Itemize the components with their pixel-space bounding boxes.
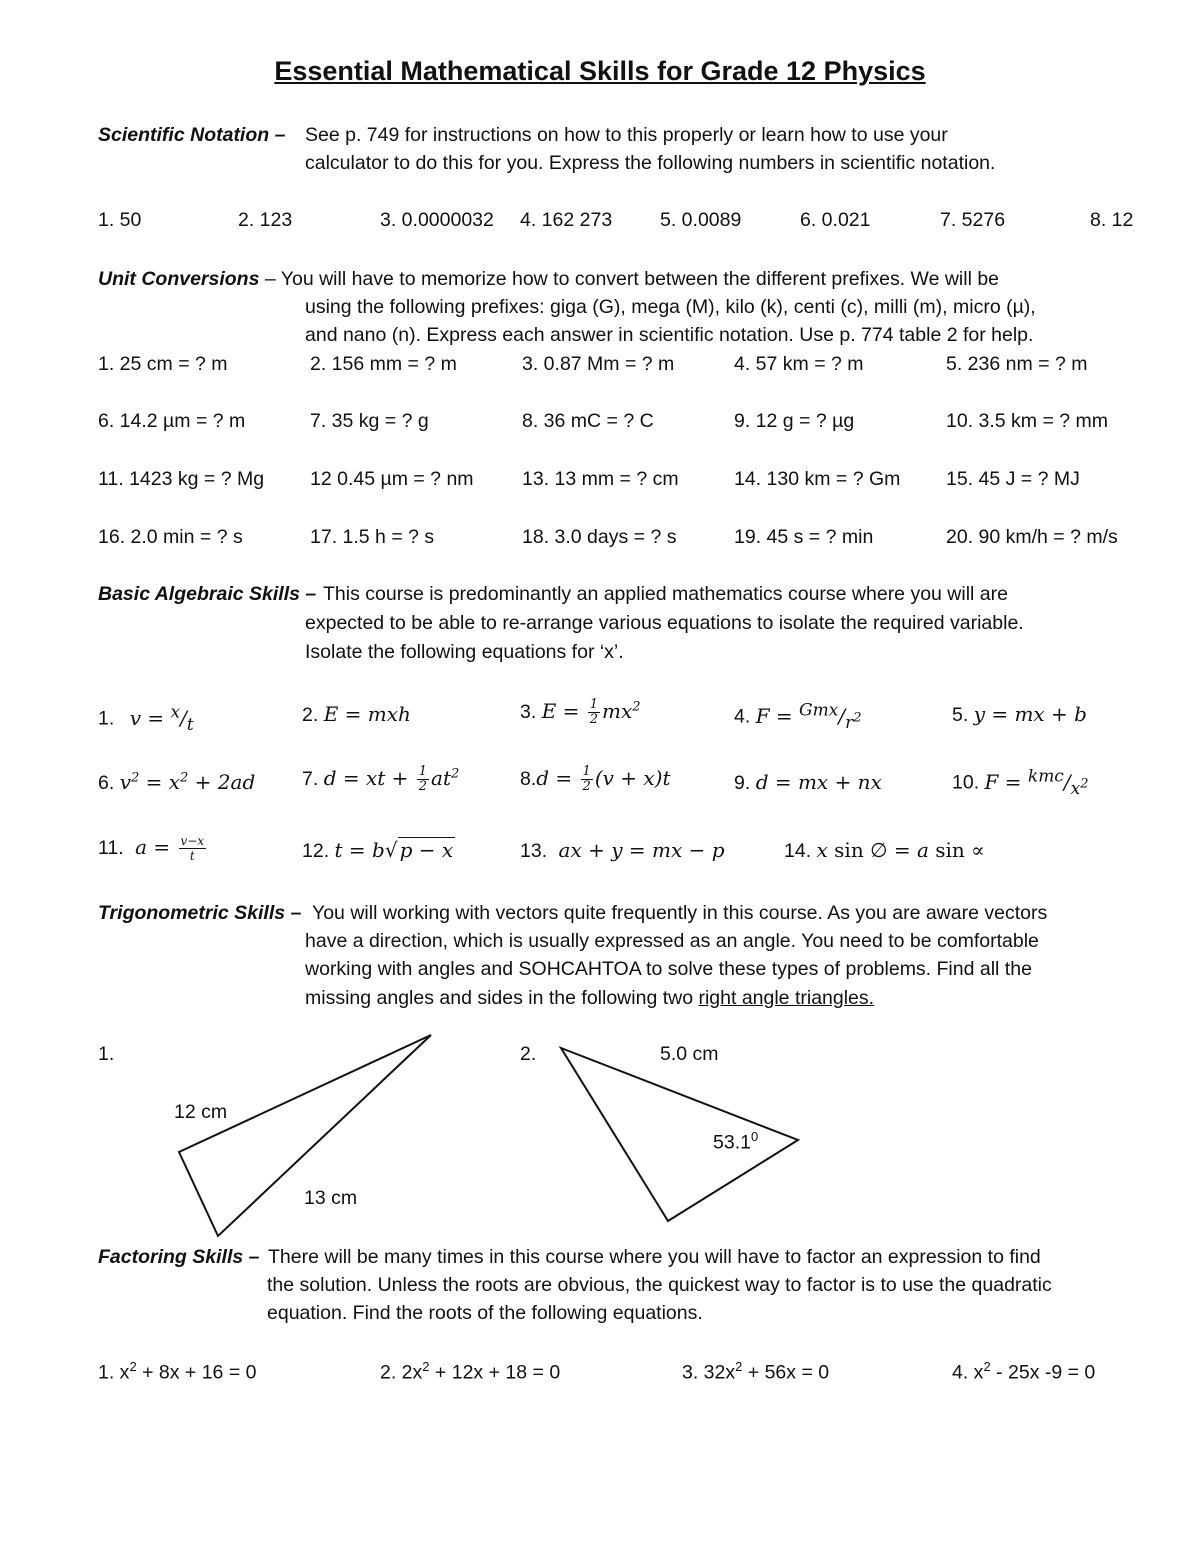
equation-13: 13. ax + y = mx − p [520, 838, 725, 862]
units-dash: – [259, 268, 281, 290]
page-title: Essential Mathematical Skills for Grade 12 Physics [274, 56, 926, 86]
trig-desc-4: missing angles and sides in the following two right angle triangles. [305, 987, 875, 1009]
unit-item: 8. 36 mC = ? C [522, 410, 654, 432]
unit-item: 10. 3.5 km = ? mm [946, 410, 1109, 432]
equation-6: 6. $v^2 = x^2 + 2ad$ [98, 770, 256, 794]
scientific-heading: Scientific Notation – [98, 124, 286, 146]
algebra-desc-1: This course is predominantly an applied mathematics course where you will are [323, 583, 1008, 605]
triangle-1-side-b: 13 cm [304, 1187, 358, 1209]
equation-5: 5. y = mx + b [952, 702, 1087, 726]
trig-desc-1: You will working with vectors quite frequently in this course. As you are aware vectors [312, 902, 1048, 924]
equation-8: 8.d = $\frac{1}{2}$ (v + x)t [520, 764, 671, 794]
equation-4: 4. $F = ^{Gmx}/_{r^2}$ [734, 700, 862, 733]
units-heading: Unit Conversions [98, 268, 260, 290]
trig-heading: Trigonometric Skills – [98, 902, 302, 924]
triangle-2-angle: 53.1$^0$ [713, 1129, 759, 1154]
unit-item: 15. 45 J = ? MJ [946, 468, 1080, 490]
unit-item: 17. 1.5 h = ? s [310, 526, 435, 548]
unit-item: 16. 2.0 min = ? s [98, 526, 243, 548]
units-desc-1: You will have to memorize how to convert between the different prefixes. We will be [280, 268, 1000, 290]
equation-1: 1. $v = ^x/_t$ [98, 702, 194, 735]
units-desc-3: and nano (n). Express each answer in scientific notation. Use p. 774 table 2 for help. [305, 324, 1034, 346]
sci-item: 6. 0.021 [800, 209, 871, 231]
sci-item: 1. 50 [98, 209, 142, 231]
equation-9: 9. d = mx + nx [734, 770, 882, 794]
equation-12: 12. t = b√ p − x [302, 838, 454, 862]
equation-10: 10. $F = ^{kmc}/_{x^2}$ [952, 766, 1089, 799]
equation-7: 7. d = xt + $\frac{1}{2}$ $at^2$ [302, 764, 460, 794]
unit-item: 6. 14.2 µm = ? m [98, 410, 246, 432]
trig-desc-3: working with angles and SOHCAHTOA to solve these types of problems. Find all the [305, 958, 1032, 980]
sci-item: 4. 162 273 [520, 209, 613, 231]
units-desc-2: using the following prefixes: giga (G), mega (M), kilo (k), centi (c), milli (m), micro (µ), [305, 296, 1036, 318]
right-angle-triangles-underlined: right angle triangles. [698, 987, 875, 1009]
unit-item: 4. 57 km = ? m [734, 353, 864, 375]
unit-item: 14. 130 km = ? Gm [734, 468, 901, 490]
unit-item: 12 0.45 µm = ? nm [310, 468, 474, 490]
triangle-2-side: 5.0 cm [660, 1043, 719, 1065]
sci-item: 5. 0.0089 [660, 209, 742, 231]
unit-item: 18. 3.0 days = ? s [522, 526, 677, 548]
unit-item: 19. 45 s = ? min [734, 526, 874, 548]
triangle-2-number: 2. [520, 1043, 537, 1065]
triangle-1-shape [179, 1035, 431, 1236]
algebra-heading: Basic Algebraic Skills – [98, 583, 317, 605]
equation-3: 3. E = $\frac{1}{2}$ $mx^2$ [520, 697, 641, 727]
sci-item: 2. 123 [238, 209, 293, 231]
triangle-1-side-a: 12 cm [174, 1101, 228, 1123]
factoring-heading: Factoring Skills – [98, 1246, 260, 1268]
factoring-item: 3. $32x^2 + 56x = 0$ [682, 1359, 830, 1384]
unit-item: 5. 236 nm = ? m [946, 353, 1088, 375]
unit-item: 7. 35 kg = ? g [310, 410, 429, 432]
unit-item: 13. 13 mm = ? cm [522, 468, 679, 490]
algebra-desc-2: expected to be able to re-arrange various equations to isolate the required variable. [305, 612, 1024, 634]
triangle-1-number: 1. [98, 1043, 115, 1065]
factoring-desc-2: the solution. Unless the roots are obvious, the quickest way to factor is to use the quadratic [267, 1274, 1052, 1296]
factoring-item: 4. $x^2 - 25x$ -9 = 0 [952, 1359, 1096, 1384]
equation-2: 2. E = mxh [302, 702, 411, 726]
triangle-2-shape [561, 1048, 798, 1221]
scientific-desc-1: See p. 749 for instructions on how to this properly or learn how to use your [305, 124, 948, 146]
unit-item: 1. 25 cm = ? m [98, 353, 228, 375]
sci-item: 7. 5276 [940, 209, 1006, 231]
sci-item: 3. 0.0000032 [380, 209, 494, 231]
factoring-item: 1. $x^2 + 8x + 16 = 0$ [98, 1359, 257, 1384]
sci-item: 8. 12 [1090, 209, 1134, 231]
unit-item: 3. 0.87 Mm = ? m [522, 353, 675, 375]
unit-item: 11. 1423 kg = ? Mg [98, 468, 265, 490]
unit-item: 2. 156 mm = ? m [310, 353, 457, 375]
unit-item: 9. 12 g = ? µg [734, 410, 855, 432]
equation-14: 14. x sin ∅ = a sin ∝ [784, 838, 985, 862]
factoring-desc-3: equation. Find the roots of the following equations. [267, 1302, 703, 1324]
factoring-item: 2. $2x^2 + 12x + 18 = 0$ [380, 1359, 561, 1384]
unit-item: 20. 90 km/h = ? m/s [946, 526, 1118, 548]
equation-11: 11. a = $\frac{v-x}{t}$ [98, 834, 205, 863]
factoring-desc-1: There will be many times in this course where you will have to factor an expression to find [268, 1246, 1041, 1268]
algebra-desc-3: Isolate the following equations for ‘x’. [305, 641, 624, 663]
trig-desc-2: have a direction, which is usually expressed as an angle. You need to be comfortable [305, 930, 1039, 952]
scientific-desc-2: calculator to do this for you. Express the following numbers in scientific notation. [305, 152, 996, 174]
